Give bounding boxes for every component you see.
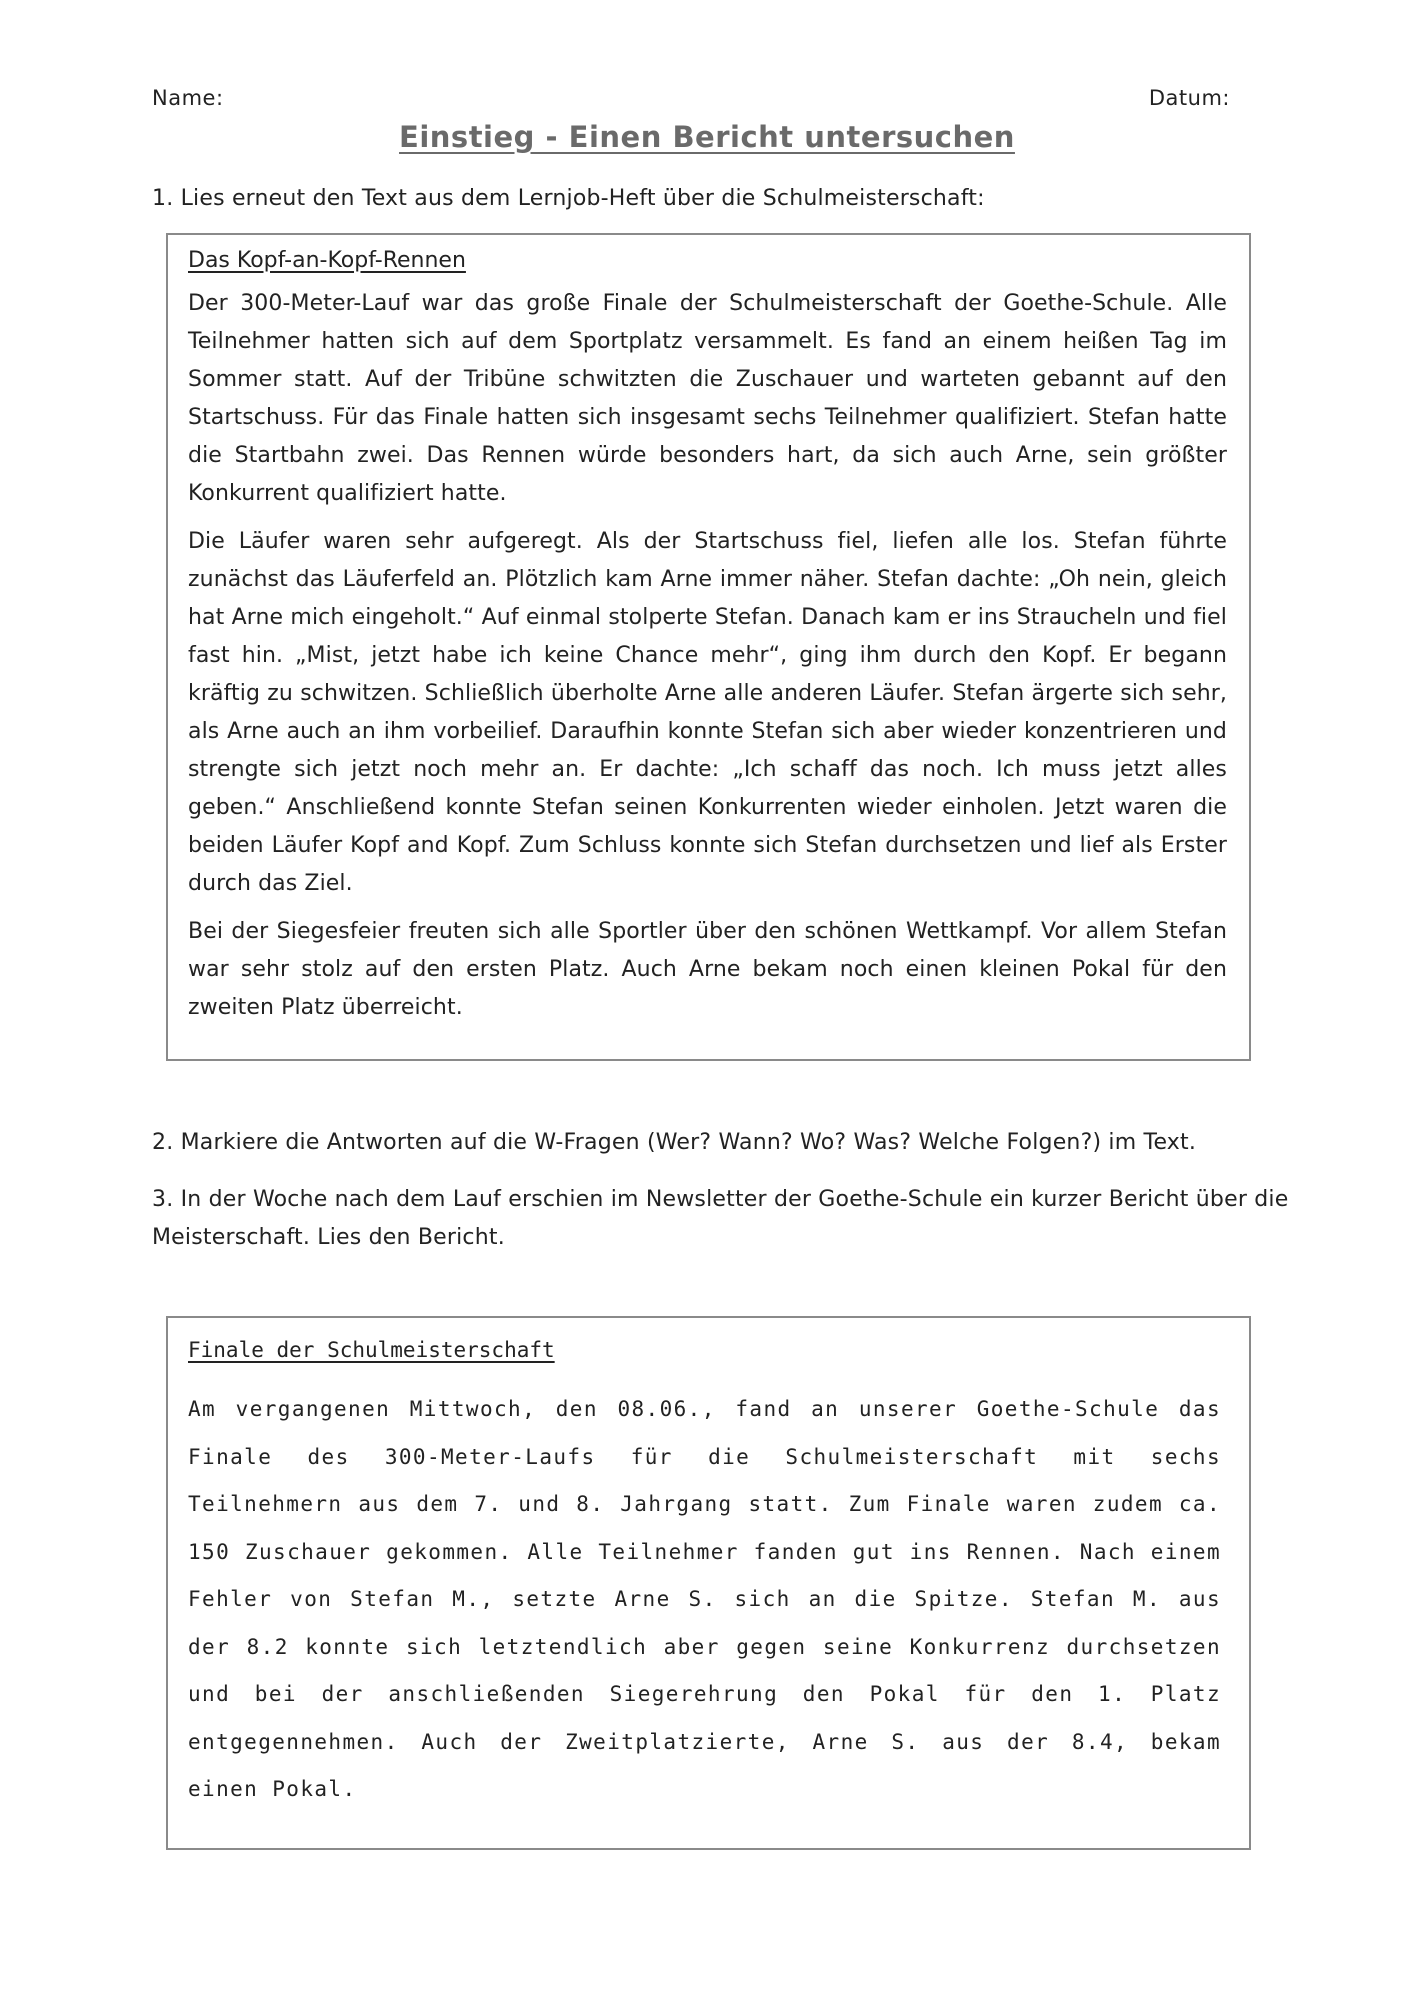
report-text: Am vergangenen Mittwoch, den 08.06., fand an unserer Goethe-Schule das Finale des 300-Meter-Laufs für die Schulmeisterschaft mit sechs Teilnehmern aus dem 7. und 8. Jahrgang statt. Zum Finale waren zudem ca. 150 Zuschauer gekommen. Alle Teilnehmer fanden gut ins Rennen. Nach einem Fehler von Stefan M., setzte Arne S. sich an die Spitze. Stefan M. aus der 8.2 konnte sich letztendlich aber gegen seine Konkurrenz durchsetzen und bei der anschließenden Siegerehrung den Pokal für den 1. Platz entgegennehmen. Auch der Zweitplatzierte, Arne S. aus der 8.4, bekam einen Pokal. xyxy=(188,1397,1221,1801)
story-box xyxy=(166,233,1251,1061)
header-row xyxy=(152,86,1230,116)
task-1-instruction: 1. Lies erneut den Text aus dem Lernjob-Heft über die Schulmeisterschaft: xyxy=(152,186,985,211)
task-2-instruction: 2. Markiere die Antworten auf die W-Fragen (Wer? Wann? Wo? Was? Welche Folgen?) im Text. xyxy=(152,1130,1197,1155)
date-label: Datum: xyxy=(1148,86,1230,110)
report-box xyxy=(166,1316,1251,1850)
story-title: Das Kopf-an-Kopf-Rennen xyxy=(188,248,466,273)
report-title: Finale der Schulmeisterschaft xyxy=(188,1338,555,1362)
task-3-instruction: 3. In der Woche nach dem Lauf erschien im Newsletter der Goethe-Schule ein kurzer Bericht über die Meisterschaft. Lies den Bericht. xyxy=(152,1187,1289,1250)
name-label: Name: xyxy=(152,86,224,110)
story-paragraph-2: Die Läufer waren sehr aufgeregt. Als der Startschuss fiel, liefen alle los. Stefan führte zunächst das Läuferfeld an. Plötzlich kam Arne immer näher. Stefan dachte: „Oh nein, gleich hat Arne mich eingeholt.“ Auf einmal stolperte Stefan. Danach kam er ins Straucheln und fiel fast hin. „Mist, jetzt habe ich keine Chance mehr“, ging ihm durch den Kopf. Er begann kräftig zu schwitzen. Schließlich überholte Arne alle anderen Läufer. Stefan ärgerte sich sehr, als Arne auch an ihm vorbeilief. Daraufhin konnte Stefan sich aber wieder konzentrieren und strengte sich jetzt noch mehr an. Er dachte: „Ich schaff das noch. Ich muss jetzt alles geben.“ Anschließend konnte Stefan seinen Konkurrenten wieder einholen. Jetzt waren die beiden Läufer Kopf and Kopf. Zum Schluss konnte sich Stefan durchsetzen und lief als Erster durch das Ziel. xyxy=(188,529,1227,896)
story-paragraph-3: Bei der Siegesfeier freuten sich alle Sportler über den schönen Wettkampf. Vor allem Stefan war sehr stolz auf den ersten Platz. Auch Arne bekam noch einen kleinen Pokal für den zweiten Platz überreicht. xyxy=(188,919,1227,1020)
story-paragraph-1: Der 300-Meter-Lauf war das große Finale der Schulmeisterschaft der Goethe-Schule. Alle Teilnehmer hatten sich auf dem Sportplatz versammelt. Es fand an einem heißen Tag im Sommer statt. Auf der Tribüne schwitzten die Zuschauer und warteten gebannt auf den Startschuss. Für das Finale hatten sich insgesamt sechs Teilnehmer qualifiziert. Stefan hatte die Startbahn zwei. Das Rennen würde besonders hart, da sich auch Arne, sein größter Konkurrent qualifiziert hatte. xyxy=(188,291,1227,506)
worksheet-title: Einstieg - Einen Bericht untersuchen xyxy=(399,120,1015,154)
